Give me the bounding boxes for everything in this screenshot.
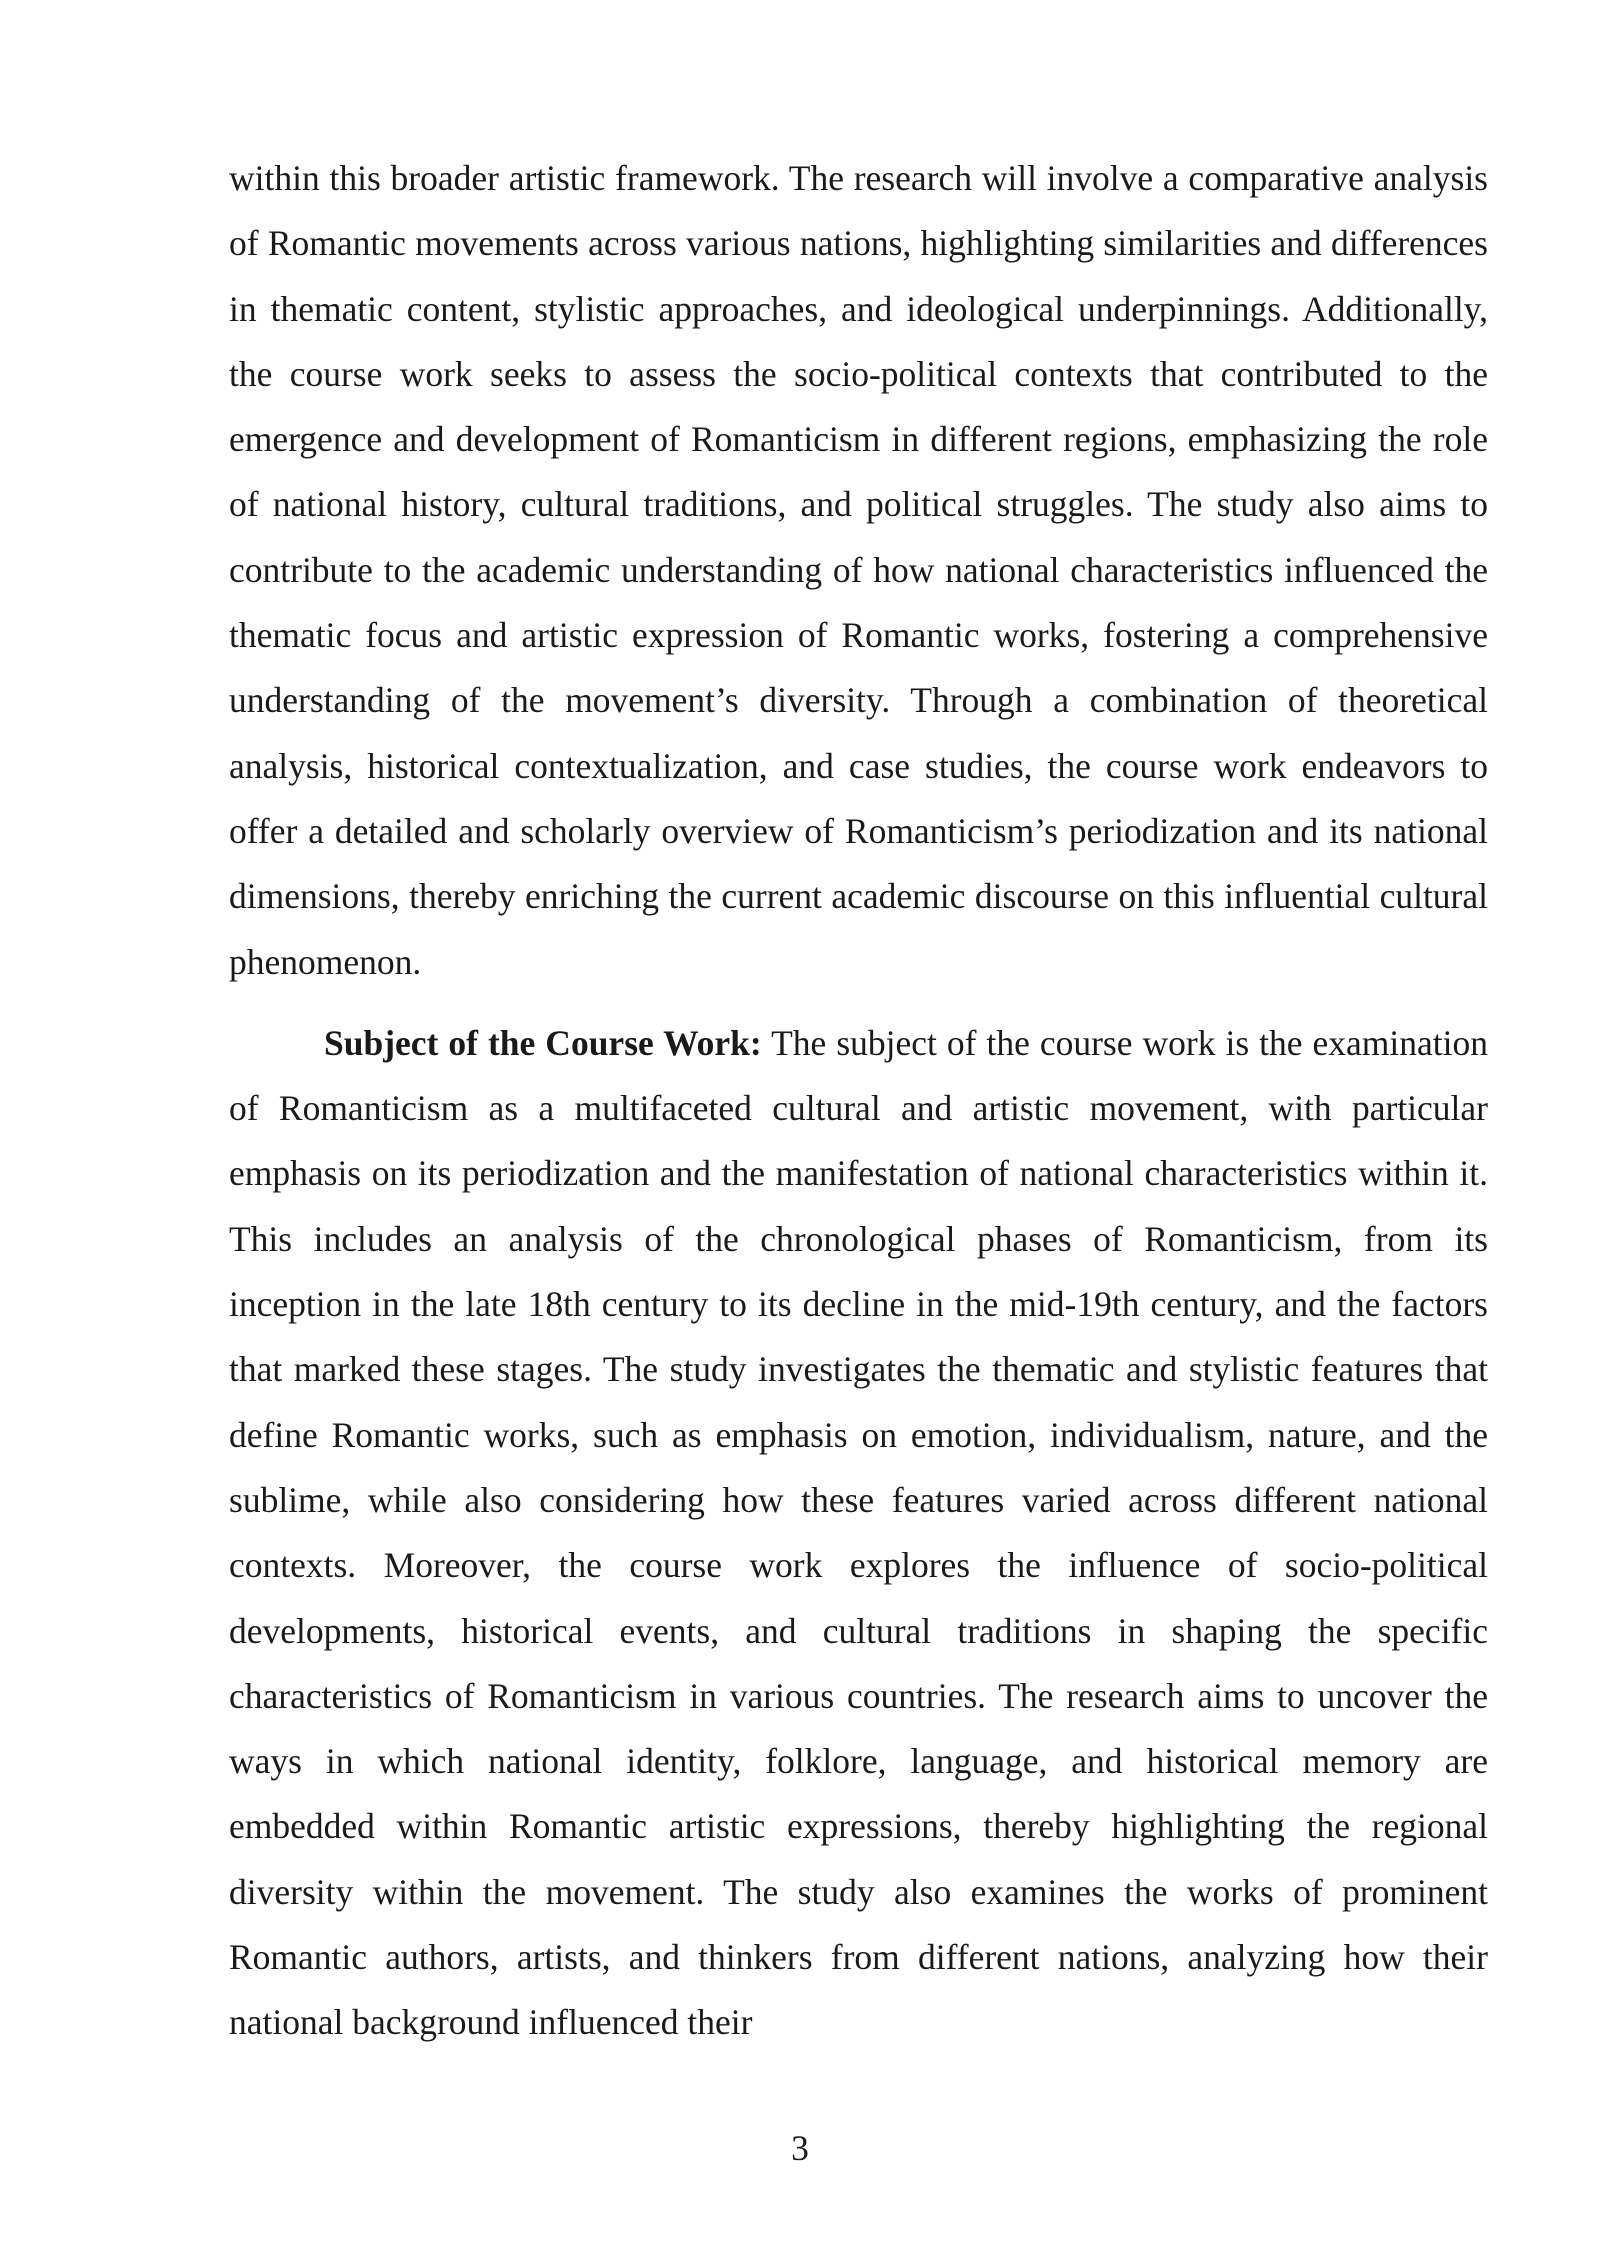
page-number: 3 <box>791 2128 809 2168</box>
paragraph-continuation: within this broader artistic framework. The research will involve a comparative analysis of Romantic movements across various nations, highlighting similarities and differences in thematic content, stylistic approaches, and ideological underpinnings. Additionally, the course work seeks to assess the socio-political contexts that contributed to the emergence and development of Romanticism in different regions, emphasizing the role of national history, cultural traditions, and political struggles. The study also aims to contribute to the academic understanding of how national characteristics influenced the thematic focus and artistic expression of Romantic works, fostering a comprehensive understanding of the movement’s diversity. Through a combination of theoretical analysis, historical contextualization, and case studies, the course work endeavors to offer a detailed and scholarly overview of Romanticism’s periodization and its national dimensions, thereby enriching the current academic discourse on this influential cultural phenomenon. <box>229 158 1488 982</box>
paragraph-subject <box>229 1011 1488 2056</box>
body-text <box>229 146 1488 2056</box>
subject-heading: Subject of the Course Work: <box>324 1022 762 1063</box>
subject-text: The subject of the course work is the examination of Romanticism as a multifaceted cultural and artistic movement, with particular emphasis on its periodization and the manifestation of national characteristics within it. This includes an analysis of the chronological phases of Romanticism, from its inception in the late 18th century to its decline in the mid-19th century, and the factors that marked these stages. The study investigates the thematic and stylistic features that define Romantic works, such as emphasis on emotion, individualism, nature, and the sublime, while also considering how these features varied across different national contexts. Moreover, the course work explores the influence of socio-political developments, historical events, and cultural traditions in shaping the specific characteristics of Romanticism in various countries. The research aims to uncover the ways in which national identity, folklore, language, and historical memory are embedded within Romantic artistic expressions, thereby highlighting the regional diversity within the movement. The study also examines the works of prominent Romantic authors, artists, and thinkers from different nations, analyzing how their national background influenced their <box>229 1022 1488 2043</box>
